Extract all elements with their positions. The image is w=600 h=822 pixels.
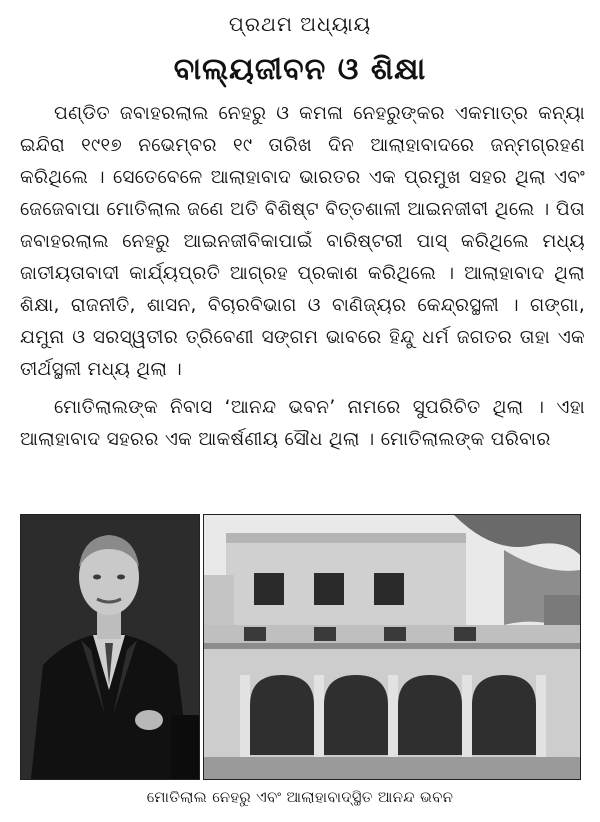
body-text [20,98,585,462]
anand-bhawan-photo [203,514,581,780]
paragraph-1: ପଣ୍ଡିତ ଜବାହରଲାଲ ନେହରୁ ଓ କମଳା ନେହରୁଙ୍କର ଏକମାତ୍ର କନ୍ୟା ଇନ୍ଦିରା ୧୯୧୭ ନଭେମ୍ବର ୧୯ ତାରିଖ ଦିନ ଆଲାହାବାଦରେ ଜନ୍ମଗ୍ରହଣ କରିଥିଲେ । ସେତେବେଳେ ଆଲାହାବାଦ ଭାରତର ଏକ ପ୍ରମୁଖ ସହର ଥିଲା ଏବଂ ଜେଜେବାପା ମୋତିଲାଲ ଜଣେ ଅତି ବିଶିଷ୍ଟ ବିତ୍ତଶାଳୀ ଆଇନଜୀବୀ ଥିଲେ । ପିତା ଜବାହରଲାଲ ନେହରୁ ଆଇନଜୀବିକାପାଇଁ ବାରିଷ୍ଟରୀ ପାସ୍ କରିଥିଲେ ମଧ୍ୟ ଜାତୀୟତାବାଦୀ କାର୍ଯ୍ୟପ୍ରତି ଆଗ୍ରହ ପ୍ରକାଶ କରିଥିଲେ । ଆଲାହାବାଦ ଥିଲା ଶିକ୍ଷା, ରାଜନୀତି, ଶାସନ, ବିଚାରବିଭାଗ ଓ ବାଣିଜ୍ୟର କେନ୍ଦ୍ରସ୍ଥଳୀ । ଗଙ୍ଗା, ଯମୁନା ଓ ସରସ୍ୱତୀର ତ୍ରିବେଣୀ ସଙ୍ଗମ ଭାବରେ ହିନ୍ଦୁ ଧର୍ମ ଜଗତର ତାହା ଏକ ତୀର୍ଥସ୍ଥଳୀ ମଧ୍ୟ ଥିଲା । [20,103,585,380]
figure-caption: ମୋତିଲାଲ ନେହରୁ ଏବଂ ଆଲାହାବାଦ୍‌ସ୍ଥିତ ଆନନ୍ଦ ଭବନ [146,788,454,806]
anand-bhawan-illustration [204,515,580,779]
chapter-label: ପ୍ରଥମ ଅଧ୍ୟାୟ [228,12,372,36]
portrait-photo-illustration [21,515,199,779]
chapter-title: ବାଲ୍ୟଜୀବନ ଓ ଶିକ୍ଷା [173,52,427,87]
paragraph-2: ମୋତିଲାଲଙ୍କ ନିବାସ ‘ଆନନ୍ଦ ଭବନ’ ନାମରେ ସୁପରିଚିତ ଥିଲା । ଏହା ଆଲାହାବାଦ ସହରର ଏକ ଆକର୍ଷଣୀୟ ସୌଧ ଥିଲା । ମୋତିଲାଲଙ୍କ ପରିବାର [20,397,585,450]
portrait-photo [20,514,200,780]
